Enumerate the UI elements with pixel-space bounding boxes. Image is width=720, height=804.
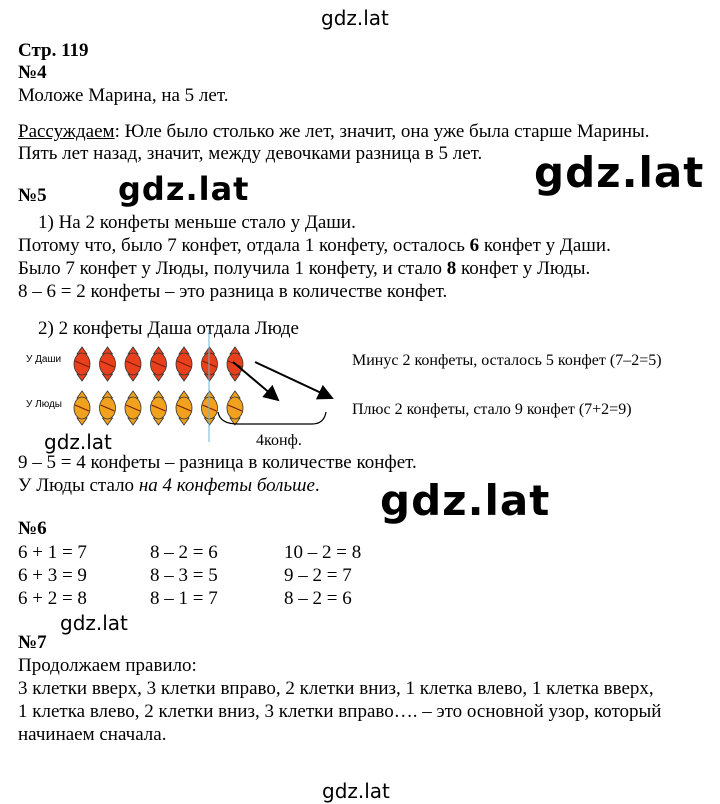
- row-lyuda-note: Плюс 2 конфеты, стало 9 конфет (7+2=9): [352, 401, 632, 418]
- watermark-large-right: gdz.lat: [534, 148, 705, 197]
- task5-part2-line1: 9 – 5 = 4 конфеты – разница в количестве конфет.: [18, 452, 417, 473]
- candies-lyuda: [74, 391, 243, 425]
- watermark-task7: gdz.lat: [60, 611, 128, 635]
- candy-dasha-1: [74, 347, 90, 381]
- page-ref: Стр. 119: [18, 40, 89, 61]
- eq-r3-c3: 8 – 2 = 6: [284, 588, 352, 609]
- candy-lyuda-7: [227, 391, 243, 425]
- candy-dasha-4: [151, 347, 167, 381]
- candy-dasha-5: [176, 347, 192, 381]
- task6-number: №6: [18, 518, 47, 539]
- task7-line1: Продолжаем правило:: [18, 655, 197, 676]
- task5-part2-line2: У Люды стало на 4 конфеты больше.: [18, 475, 320, 496]
- task4-number: №4: [18, 62, 47, 83]
- candies-dasha: [74, 347, 243, 381]
- row-lyuda-label: У Люды: [26, 399, 62, 410]
- eq-r1-c1: 6 + 1 = 7: [18, 542, 87, 563]
- candy-lyuda-5: [176, 391, 192, 425]
- eq-r2-c2: 8 – 3 = 5: [150, 565, 218, 586]
- candy-lyuda-3: [125, 391, 141, 425]
- watermark-large-center: gdz.lat: [380, 476, 551, 525]
- watermark-top: gdz.lat: [321, 6, 389, 30]
- brace-label: 4конф.: [256, 432, 302, 449]
- candy-lyuda-1: [74, 391, 90, 425]
- eq-r2-c3: 9 – 2 = 7: [284, 565, 352, 586]
- candy-lyuda-4: [151, 391, 167, 425]
- candy-dasha-3: [125, 347, 141, 381]
- candy-dasha-2: [100, 347, 116, 381]
- task5-part1-line3: Было 7 конфет у Люды, получила 1 конфету, и стало 8 конфет у Люды.: [18, 258, 591, 279]
- watermark-mid-left: gdz.lat: [118, 170, 250, 208]
- eq-r3-c2: 8 – 1 = 7: [150, 588, 218, 609]
- task5-part2-title: 2) 2 конфеты Даша отдала Люде: [38, 318, 299, 339]
- watermark-bottom: gdz.lat: [322, 779, 390, 803]
- task7-line2: 3 клетки вверх, 3 клетки вправо, 2 клетки вниз, 1 клетка влево, 1 клетка вверх,: [18, 678, 654, 699]
- eq-r2-c1: 6 + 3 = 9: [18, 565, 87, 586]
- reason-text: : Юле было столько же лет, значит, она уже была старше Марины.: [114, 121, 650, 142]
- task7-number: №7: [18, 632, 47, 653]
- task5-part1-title: 1) На 2 конфеты меньше стало у Даши.: [38, 212, 356, 233]
- task5-number: №5: [18, 185, 47, 206]
- transfer-arrow-1: [233, 362, 278, 400]
- row-dasha-note: Минус 2 конфеты, осталось 5 конфет (7–2=5): [352, 352, 662, 369]
- task7-line4: начинаем сначала.: [18, 724, 167, 745]
- transfer-arrow-2: [255, 362, 332, 398]
- candy-lyuda-2: [100, 391, 116, 425]
- reason-label: Рассуждаем: [18, 121, 115, 142]
- eq-r3-c1: 6 + 2 = 8: [18, 588, 87, 609]
- row-dasha-label: У Даши: [26, 354, 62, 365]
- task5-part1-line2: Потому что, было 7 конфет, отдала 1 конфету, осталось 6 конфет у Даши.: [18, 235, 611, 256]
- task5-part1-line4: 8 – 6 = 2 конфеты – это разница в количестве конфет.: [18, 281, 448, 302]
- task4-reasoning-line2: Пять лет назад, значит, между девочками разница в 5 лет.: [18, 143, 483, 164]
- eq-r1-c2: 8 – 2 = 6: [150, 542, 218, 563]
- watermark-diagram: gdz.lat: [44, 430, 112, 454]
- task4-answer: Моложе Марина, на 5 лет.: [18, 85, 229, 106]
- task7-line3: 1 клетка влево, 2 клетки вниз, 3 клетки вправо…. – это основной узор, который: [18, 701, 662, 722]
- eq-r1-c3: 10 – 2 = 8: [284, 542, 362, 563]
